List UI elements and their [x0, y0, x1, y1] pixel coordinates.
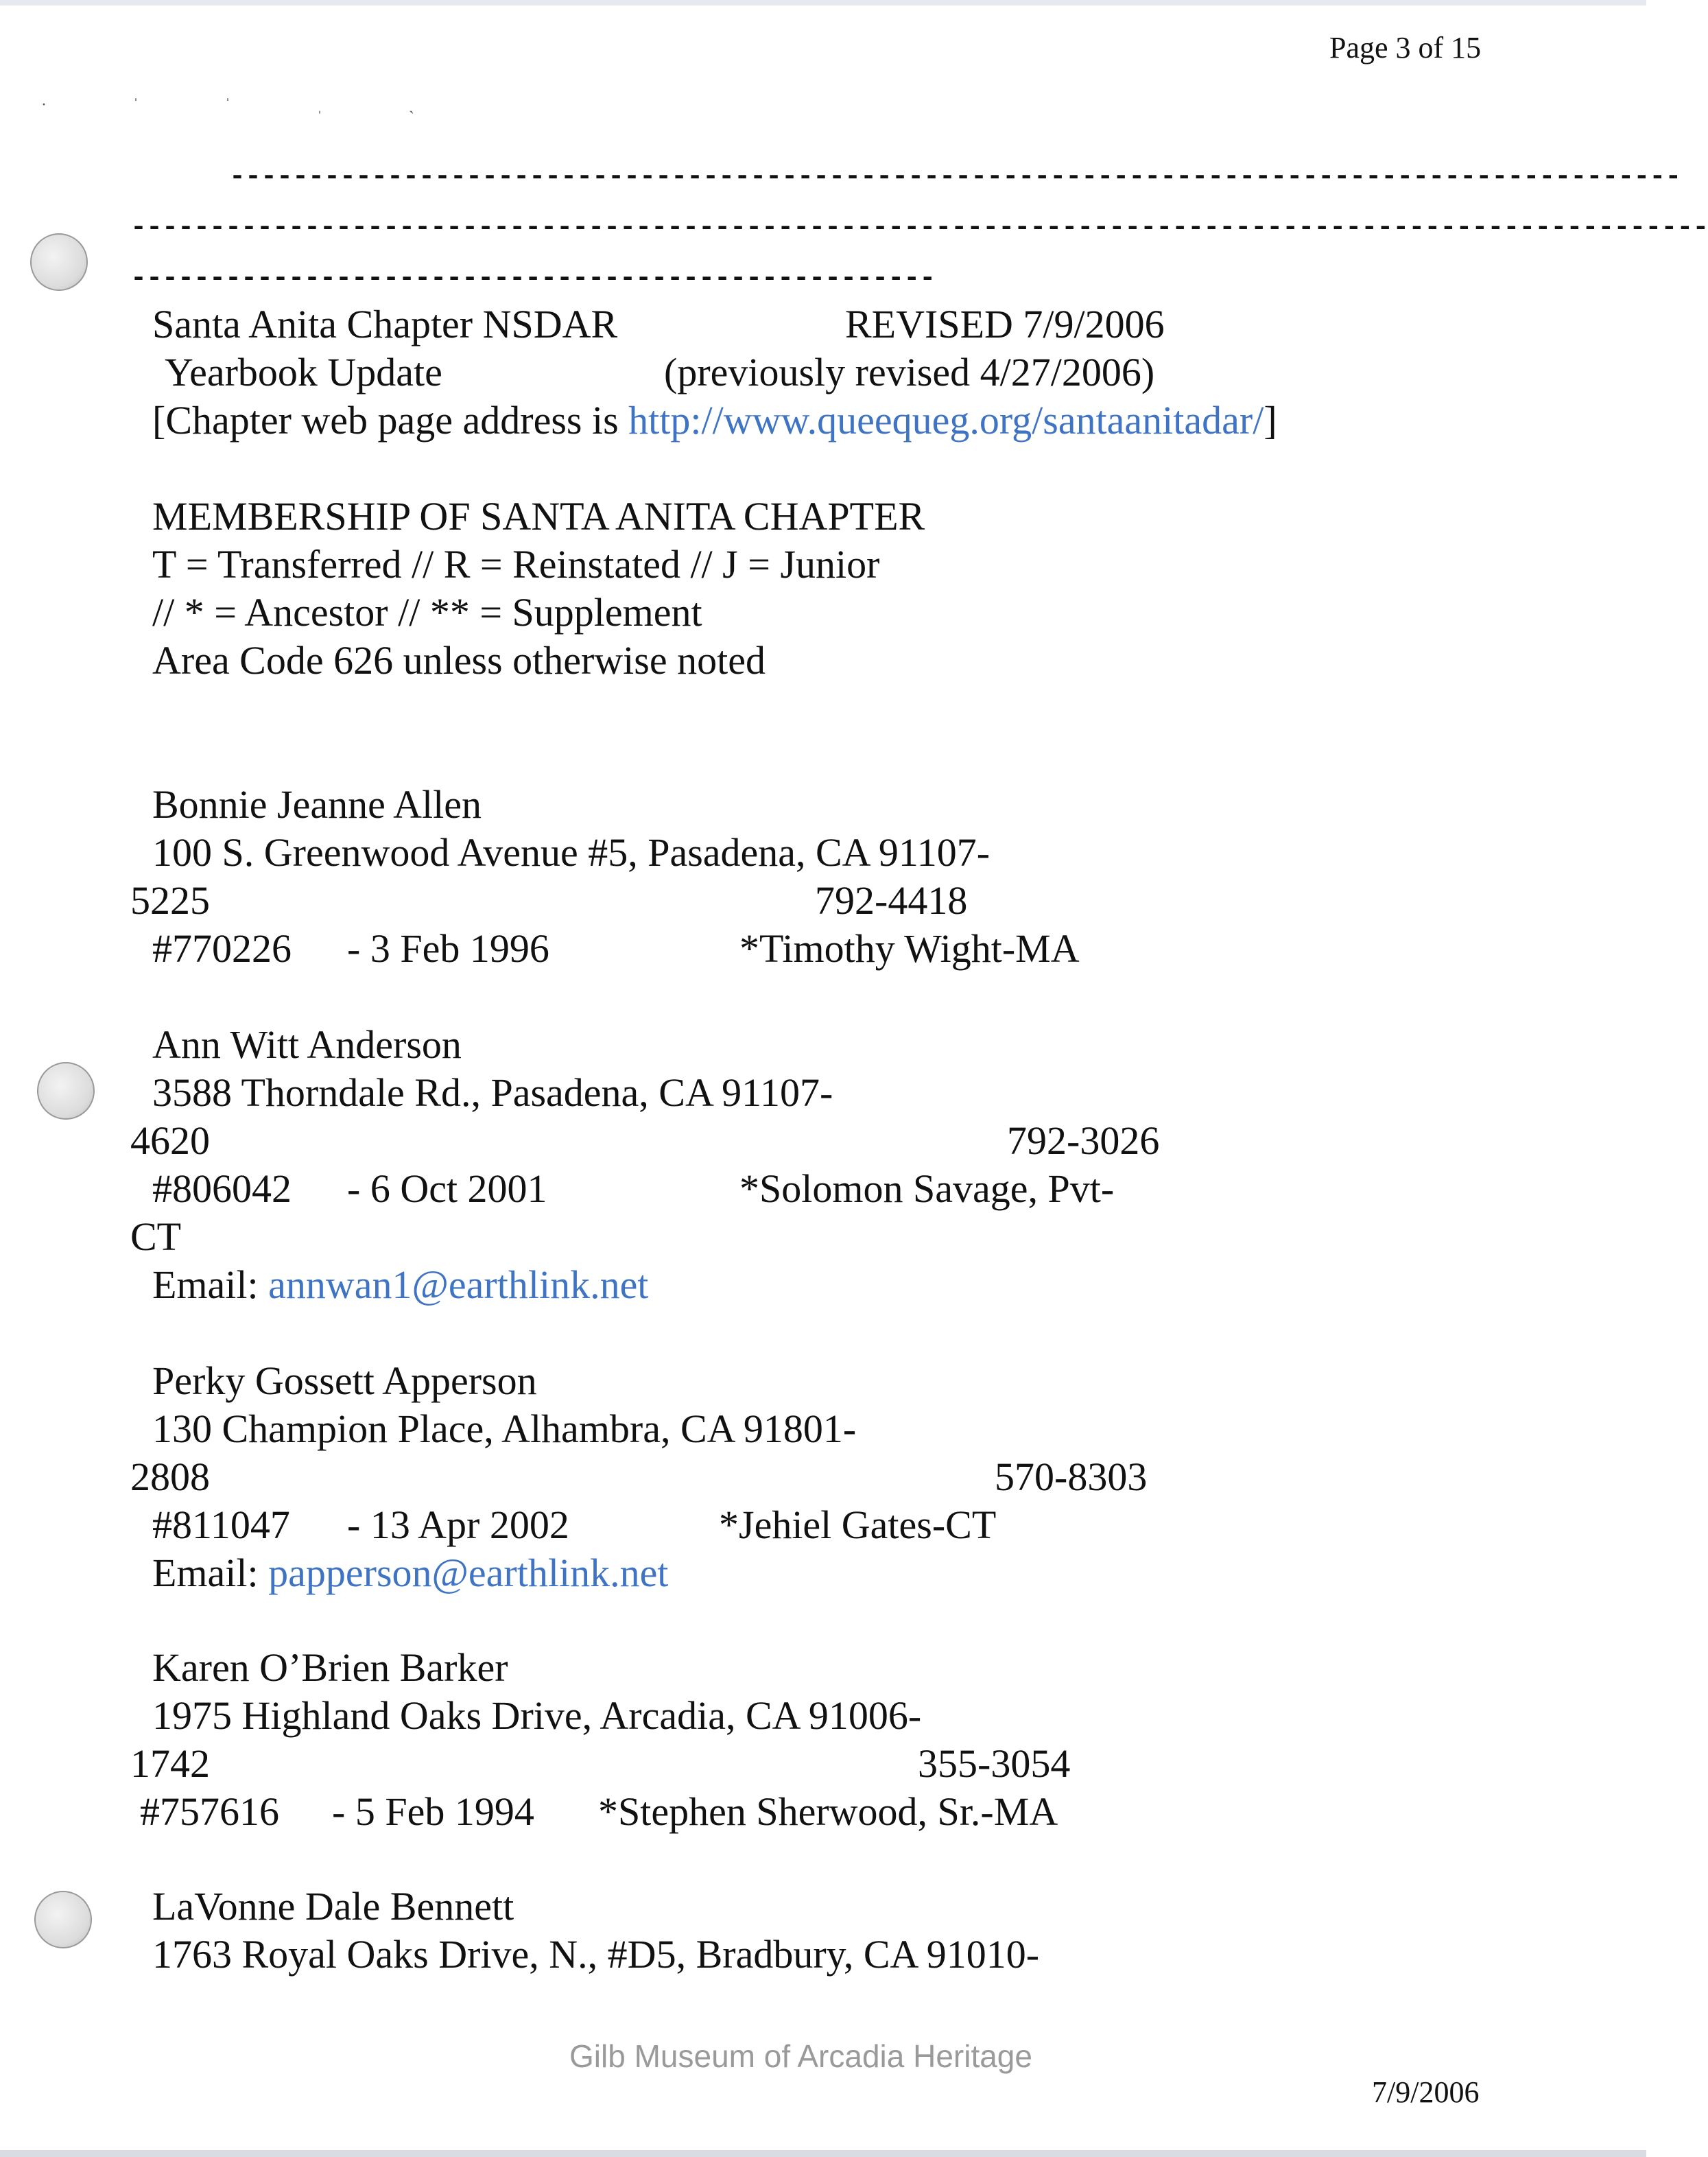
scan-top-edge [0, 0, 1646, 5]
member-name: Bonnie Jeanne Allen [152, 782, 482, 827]
membership-title: MEMBERSHIP OF SANTA ANITA CHAPTER [152, 494, 925, 539]
scan-specks: · ˈ ˈ ˌ ˎ [41, 96, 455, 114]
member-zip-ext: 4620 [130, 1118, 210, 1163]
chapter-web-link[interactable]: http://www.queequeg.org/santaanitadar/ [628, 398, 1264, 443]
member-name: Perky Gossett Apperson [152, 1358, 537, 1403]
member-email-line [152, 1261, 648, 1309]
member-phone: 570-8303 [995, 1454, 1148, 1499]
footer-date: 7/9/2006 [1372, 2075, 1480, 2109]
punch-hole-middle [37, 1062, 95, 1120]
member-date: - 5 Feb 1994 [332, 1789, 534, 1834]
chapter-name: Santa Anita Chapter NSDAR [152, 302, 618, 346]
legend-line-2: // * = Ancestor // ** = Supplement [152, 590, 702, 635]
web-address-suffix: ] [1264, 398, 1277, 443]
member-number: #770226 [152, 926, 292, 971]
member-address: 3588 Thorndale Rd., Pasadena, CA 91107- [152, 1070, 833, 1115]
dash-line-1: -------------------------------------------------------------------------------------------- [229, 162, 1681, 193]
web-address-line [152, 397, 1277, 445]
member-name: Ann Witt Anderson [152, 1022, 462, 1067]
previously-revised: (previously revised 4/27/2006) [664, 350, 1155, 394]
member-zip-ext: 1742 [130, 1741, 210, 1786]
email-label: Email: [152, 1551, 269, 1595]
member-date: - 13 Apr 2002 [347, 1502, 569, 1547]
dash-line-3: --------------------------------------------------- [130, 263, 936, 294]
member-phone: 355-3054 [918, 1741, 1071, 1786]
legend-line-1: T = Transferred // R = Reinstated // J = Junior [152, 542, 880, 587]
dash-line-2: ---------------------------------------------------------------------------------------------------- [130, 213, 1708, 244]
member-zip-ext: 5225 [130, 878, 210, 923]
web-address-prefix: [Chapter web page address is [152, 398, 629, 443]
member-address: 100 S. Greenwood Avenue #5, Pasadena, CA 91107- [152, 830, 991, 875]
member-name: Karen O’Brien Barker [152, 1645, 508, 1690]
member-email-link[interactable]: annwan1@earthlink.net [268, 1262, 649, 1307]
member-address: 130 Champion Place, Alhambra, CA 91801- [152, 1406, 857, 1451]
scan-bottom-edge [0, 2150, 1646, 2157]
page-number: Page 3 of 15 [1329, 31, 1482, 64]
member-name: LaVonne Dale Bennett [152, 1884, 514, 1929]
email-label: Email: [152, 1262, 269, 1307]
member-phone: 792-4418 [815, 878, 968, 923]
member-ancestor-cont: CT [130, 1214, 182, 1259]
member-ancestor: *Jehiel Gates-CT [719, 1502, 997, 1547]
member-email-link[interactable]: papperson@earthlink.net [268, 1551, 669, 1595]
member-email-line [152, 1549, 668, 1597]
member-number: #811047 [152, 1502, 290, 1547]
punch-hole-top [30, 233, 88, 291]
member-number: #806042 [152, 1166, 292, 1211]
member-zip-ext: 2808 [130, 1454, 210, 1499]
museum-watermark: Gilb Museum of Arcadia Heritage [569, 2038, 1032, 2074]
member-phone: 792-3026 [1007, 1118, 1160, 1163]
member-address: 1975 Highland Oaks Drive, Arcadia, CA 91006- [152, 1693, 922, 1738]
member-date: - 3 Feb 1996 [347, 926, 549, 971]
member-number: #757616 [140, 1789, 279, 1834]
member-address: 1763 Royal Oaks Drive, N., #D5, Bradbury, CA 91010- [152, 1932, 1040, 1977]
member-date: - 6 Oct 2001 [347, 1166, 547, 1211]
legend-area-code: Area Code 626 unless otherwise noted [152, 638, 766, 683]
revised-date: REVISED 7/9/2006 [845, 302, 1165, 346]
member-ancestor: *Timothy Wight-MA [739, 926, 1080, 971]
yearbook-update: Yearbook Update [165, 350, 442, 394]
member-ancestor: *Solomon Savage, Pvt- [739, 1166, 1115, 1211]
member-ancestor: *Stephen Sherwood, Sr.-MA [598, 1789, 1058, 1834]
punch-hole-bottom [34, 1891, 92, 1948]
